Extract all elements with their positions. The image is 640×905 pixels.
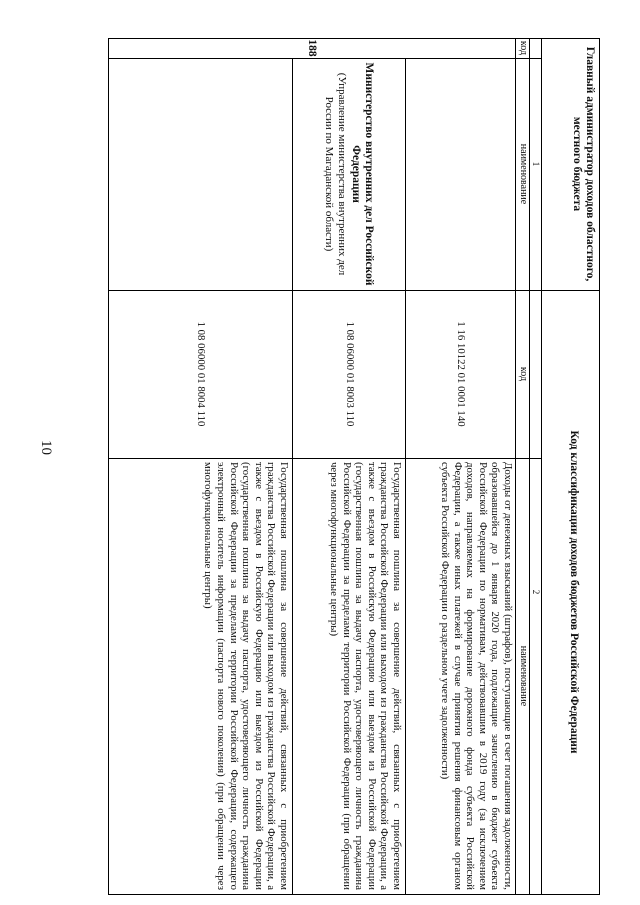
row-sep-admin-2 [292,58,293,290]
row-2-text: Государственная пошлина за совершение действий, связанных с приобретением гражданства Российской Федерации или выходом из гражданства Российской Федерации, а также с въездом в Российскую Федерацию или выездом из Российской Федерации (государственная пошлина за выдачу паспорта, удостоверяющего личность гражданина Российской Федерации за пределами территории Российской Федерации (при обращении через многофункциональные центры) [328,462,403,890]
admin-header: Главный администратор доходов областного, местного бюджета [571,46,596,282]
admin-code [109,38,515,58]
col-sep-admin-code [108,58,542,59]
page-number: 10 [38,440,54,455]
row-sep-1 [405,290,406,895]
header-kod: код [518,40,529,56]
row-sep-admin-1 [405,58,406,290]
table-border-right [108,894,600,895]
row-1-code-text: 1 16 10122 01 0001 140 [455,321,468,427]
header-naimenovanie: наименование [518,143,529,205]
col-num-1: 1 [531,161,541,167]
row-2-code-text: 1 08 06000 01 8003 110 [343,321,356,427]
admin-name-bold: Министерство внутренних дел Российской Федерации [350,62,376,286]
admin-name [294,60,404,288]
col-num-2: 2 [531,589,541,595]
admin-name-sub: (Управление министерства внутренних дел России по Магаданской области) [323,72,349,276]
table-border-top [599,38,600,895]
header-naimenovanie-2: наименование [518,645,529,707]
admin-code-text: 188 [306,39,319,57]
row-1-code [408,292,514,456]
row-3-code-text: 1 08 06000 01 8004 110 [195,321,208,427]
header-kod-2: код [518,366,529,382]
row-3-text: Государственная пошлина за совершение действий, связанных с приобретением гражданства Российской Федерации или выходом из гражданства Российской Федерации, а также с въездом в Российскую Федерацию или выездом из Российской Федерации (государственная пошлина за выдачу паспорта, удостоверяющего личность гражданина Российской Федерации за пределами территории Российской Федерации, содержащего электронный носитель информации (паспорта нового поколения) (при обращении через многофункциональные центры) [202,462,290,890]
classification-header: Код классификации доходов бюджетов Российской Федерации [568,430,580,754]
row-1-text: Доходы от денежных взысканий (штрафов), поступающие в счет погашения задолженности, образовавшейся до 1 января 2020 года, подлежащие зачислению в бюджет субъекта Российской Федерации по нормативам, действовавшим в 2019 году (за исключением доходов, направляемых на формирование дорожного фонда субъекта Российской Федерации, а также иных платежей в случае принятия решения финансовым органом субъекта Российской Федерации о раздельном учете задолженности) [439,462,514,890]
col-sep-code-name [108,458,542,459]
row-2-code [295,292,404,456]
row-sep-2 [292,290,293,895]
table-border-bottom [108,38,109,895]
row-3-code [111,292,291,456]
